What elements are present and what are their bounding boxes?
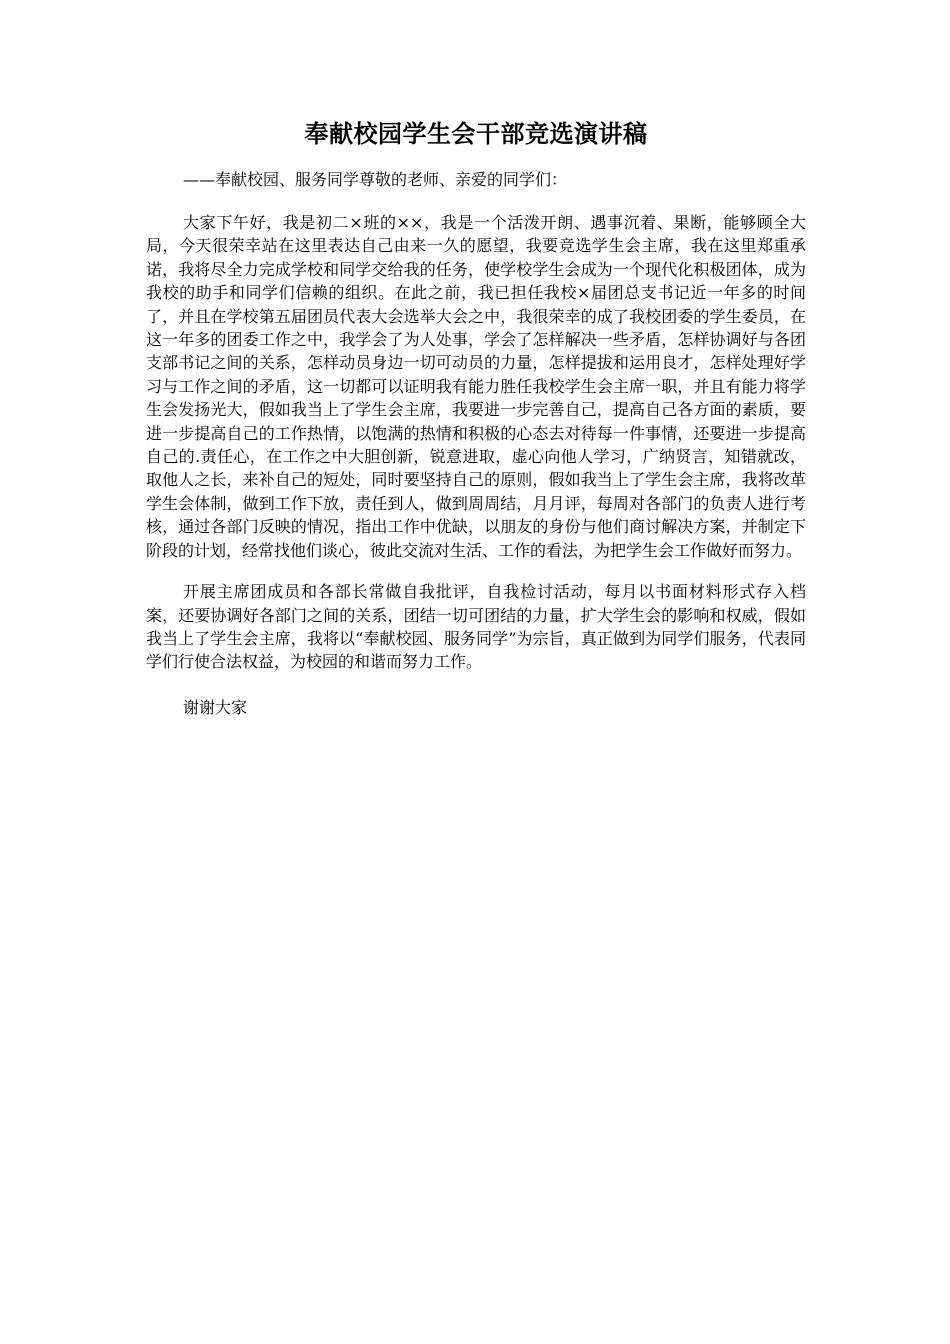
paragraph-1: 大家下午好，我是初二×班的××，我是一个活泼开朗、遇事沉着、果断，能够顾全大局，今天很荣幸站在这里表达自己由来一久的愿望，我要竞选学生会主席，我在这里郑重承诺，我将尽全力完成学校和同学交给我的任务，使学校学生会成为一个现代化积极团体，成为我校的助手和同学们信赖的组织。在此之前，我已担任我校×届团总支书记近一年多的时间了，并且在学校第五届团员代表大会选举大会之中，我很荣幸的成了我校团委的学生委员，在这一年多的团委工作之中，我学会了为人处事，学会了怎样解决一些矛盾，怎样协调好与各团支部书记之间的关系，怎样动员身边一切可动员的力量，怎样提拔和运用良才，怎样处理好学习与工作之间的矛盾，这一切都可以证明我有能力胜任我校学生会主席一职，并且有能力将学生会发扬光大，假如我当上了学生会主席，我要进一步完善自己，提高自己各方面的素质，要进一步提高自己的工作热情，以饱满的热情和积极的心态去对待每一件事情，还要进一步提高自己的.责任心，在工作之中大胆创新，锐意进取，虚心向他人学习，广纳贤言，知错就改，取他人之长，来补自己的短处，同时要坚持自己的原则，假如我当上了学生会主席，我将改革学生会体制，做到工作下放，责任到人，做到周周结，月月评，每周对各部门的负责人进行考核，通过各部门反映的情况，指出工作中优缺，以朋友的身份与他们商讨解决方案，并制定下阶段的计划，经常找他们谈心，彼此交流对生活、工作的看法，为把学生会工作做好而努力。	[146, 213, 806, 560]
document-subtitle: ——奉献校园、服务同学尊敬的老师、亲爱的同学们：	[183, 170, 568, 189]
paragraph-2: 开展主席团成员和各部长常做自我批评，自我检讨活动，每月以书面材料形式存入档案，还要协调好各部门之间的关系，团结一切可团结的力量，扩大学生会的影响和权威，假如我当上了学生会主席，我将以“奉献校园、服务同学”为宗旨，真正做到为同学们服务，代表同学们行使合法权益，为校园的和谐而努力工作。	[146, 582, 806, 672]
document-body	[146, 116, 806, 718]
document-title: 奉献校园学生会干部竞选演讲稿	[304, 120, 648, 148]
closing-text: 谢谢大家	[183, 697, 248, 717]
